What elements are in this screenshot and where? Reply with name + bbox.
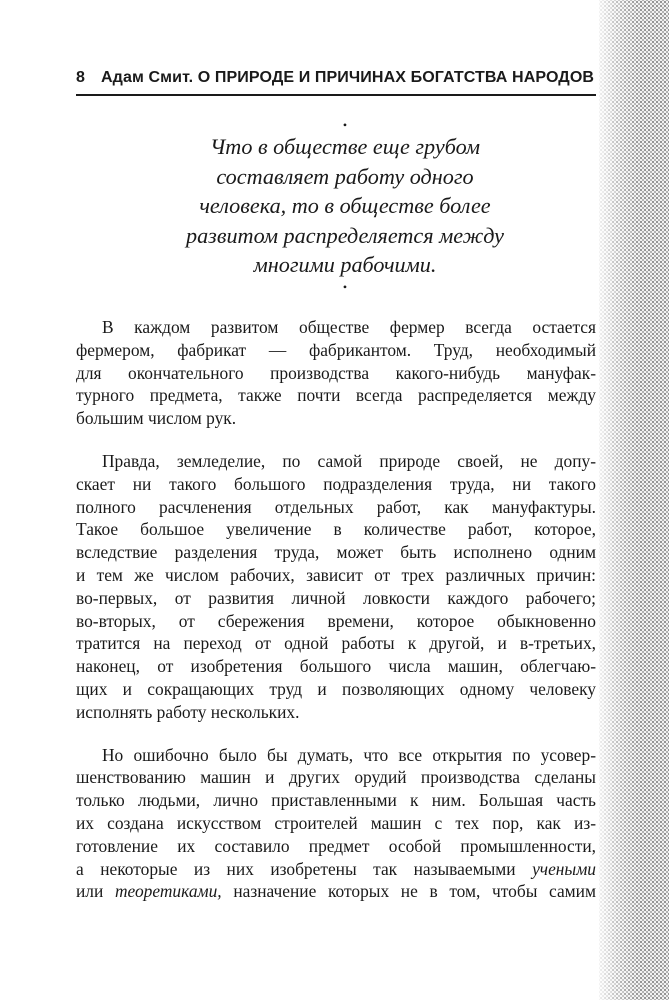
text-line: шенствованию машин и других орудий производства сделаны [76, 767, 596, 788]
page-number: 8 [76, 68, 86, 86]
text-line: В каждом развитом обществе фермер всегда остается [102, 317, 596, 337]
text-line: тратится на переход от одной работы к другой, и в-третьих, [76, 633, 596, 654]
text-line: вследствие разделения труда, может быть исполнено одним [76, 542, 596, 563]
emphasis-text: учеными [532, 858, 596, 879]
text-line: Такое большое увеличение в количестве работ, которое, [76, 519, 596, 540]
pull-quote-line: составляет работу одного [216, 163, 474, 189]
ornament-bottom: • [342, 279, 348, 294]
text-line: турного предмета, также почти всегда распределяется между [76, 385, 596, 406]
text-run: или [76, 881, 115, 902]
pull-quote [110, 118, 580, 294]
text-line: во-первых, от развития личной ловкости каждого рабочего; [76, 587, 596, 608]
text-line: большим числом рук. [76, 408, 237, 429]
paragraph [76, 744, 596, 904]
text-line: для окончательного производства какого-нибудь мануфак- [76, 362, 596, 383]
text-line: и тем же числом рабочих, зависит от трех различных причин: [76, 564, 596, 585]
text-line: их создана искусством строителей машин с тех пор, как из- [76, 812, 596, 833]
running-header [76, 60, 596, 96]
text-line [76, 858, 596, 881]
text-line: Но ошибочно было бы думать, что все открытия по усовер- [102, 744, 596, 765]
pull-quote-line: развитом распределяется между [185, 222, 504, 248]
pull-quote-line: человека, то в обществе более [199, 193, 491, 218]
text-line: только людьми, лично приставленными к ним. Большая часть [76, 790, 596, 811]
text-line [76, 880, 596, 903]
running-title: Адам Смит. О ПРИРОДЕ И ПРИЧИНАХ БОГАТСТВА НАРОДОВ [101, 68, 595, 86]
emphasis-text: теоретиками, [114, 881, 222, 902]
text-line: полного расчленения отдельных работ, как мануфактуры. [76, 496, 596, 517]
text-run: а некоторые из них изобретены так называемыми [76, 858, 533, 879]
text-line: во-вторых, от сбережения времени, которое обыкновенно [76, 610, 596, 631]
text-line: фермером, фабрикат — фабрикантом. Труд, необходимый [76, 339, 596, 360]
text-line: готовление их составило предмет особой промышленности, [76, 835, 596, 856]
text-run: назначение которых не в том, чтобы самим [221, 881, 596, 902]
text-line: щих и сокращающих труд и позволяющих одному человеку [76, 678, 596, 699]
page-edge-shading [599, 0, 669, 1000]
body-text [76, 316, 596, 903]
text-line: исполнять работу нескольких. [76, 701, 300, 722]
text-line: наконец, от изобретения большого числа машин, облегчаю- [76, 656, 596, 677]
ornament-top: • [342, 118, 348, 132]
paragraph [76, 450, 596, 724]
paragraph [76, 316, 596, 430]
text-line: скает ни такого большого подразделения труда, ни такого [76, 473, 596, 494]
text-line: Правда, земледелие, по самой природе своей, не допу- [102, 450, 596, 471]
pull-quote-line: многими рабочими. [253, 252, 437, 277]
pull-quote-line: Что в обществе еще грубом [210, 134, 480, 159]
